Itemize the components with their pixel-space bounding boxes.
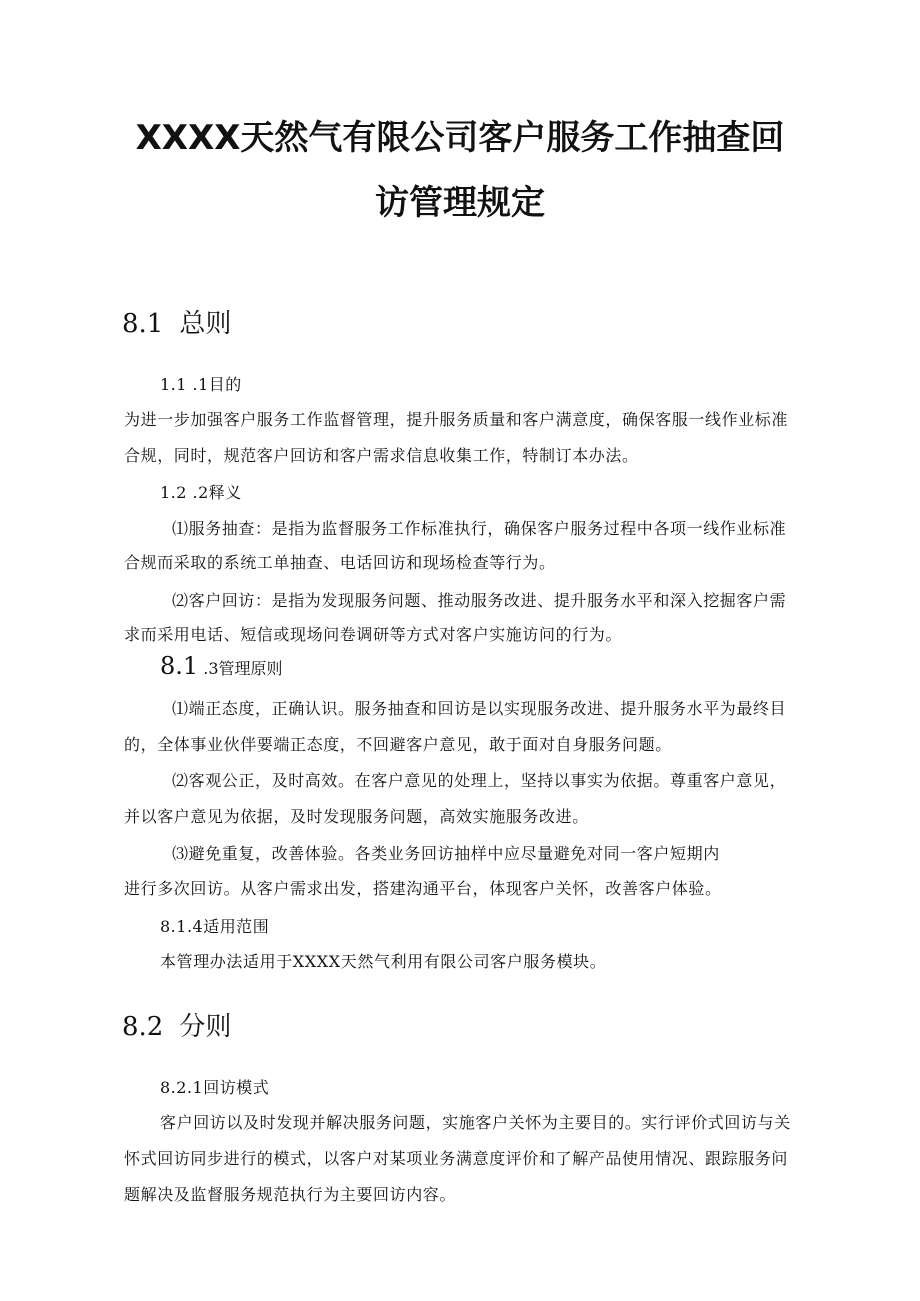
paragraph-definition-2-line-2: 求而采用电话、短信或现场问卷调研等方式对客户实施访问的行为。: [124, 625, 623, 644]
section-number: 8.2: [122, 1012, 164, 1042]
subheading-principles-number: 8.1: [160, 652, 199, 680]
section-label: 分则: [179, 1012, 232, 1042]
subheading-definitions: 1.2 .2释义: [160, 483, 242, 502]
subheading-principles-label: .3管理原则: [198, 659, 283, 678]
paragraph-scope: 本管理办法适用于XXXX天然气利用有限公司客户服务模块。: [160, 952, 607, 971]
paragraph-definition-1-line-2: 合规而采取的系统工单抽查、电话回访和现场检查等行为。: [124, 553, 556, 572]
section-heading-8-1: [122, 303, 231, 340]
paragraph-principle-3-line-1: ⑶避免重复，改善体验。各类业务回访抽样中应尽量避免对同一客户短期内: [172, 844, 720, 863]
paragraph-principle-1-line-2: 的，全体事业伙伴要端正态度，不回避客户意见，敢于面对自身服务问题。: [124, 735, 672, 754]
subheading-purpose: 1.1 .1目的: [160, 375, 242, 394]
paragraph-mode-line-1: 客户回访以及时发现并解决服务问题，实施客户关怀为主要目的。实行评价式回访与关: [160, 1113, 791, 1132]
paragraph-principle-2-line-1: ⑵客观公正，及时高效。在客户意见的处理上，坚持以事实为依据。尊重客户意见，: [172, 771, 787, 790]
paragraph-definition-2-line-1: ⑵客户回访：是指为发现服务问题、推动服务改进、提升服务水平和深入挖掘客户需: [172, 591, 787, 610]
section-label: 总则: [179, 309, 232, 339]
document-title-line-2: 访管理规定: [375, 183, 545, 223]
paragraph-definition-1-line-1: ⑴服务抽查：是指为监督服务工作标准执行，确保客户服务过程中各项一线作业标准: [172, 519, 787, 538]
section-number: 8.1: [122, 309, 164, 339]
paragraph-purpose-line-2: 合规，同时，规范客户回访和客户需求信息收集工作，特制订本办法。: [124, 446, 639, 465]
subheading-scope: 8.1.4适用范围: [160, 917, 270, 936]
paragraph-principle-2-line-2: 并以客户意见为依据，及时发现服务问题，高效实施服务改进。: [124, 807, 589, 826]
paragraph-principle-1-line-1: ⑴端正态度，正确认识。服务抽查和回访是以实现服务改进、提升服务水平为最终目: [172, 699, 787, 718]
paragraph-purpose-line-1: 为进一步加强客户服务工作监督管理，提升服务质量和客户满意度，确保客服一线作业标准: [124, 410, 789, 429]
paragraph-principle-3-line-2: 进行多次回访。从客户需求出发，搭建沟通平台，体现客户关怀，改善客户体验。: [124, 879, 722, 898]
subheading-return-visit-mode: 8.2.1回访模式: [160, 1078, 270, 1097]
paragraph-mode-line-2: 怀式回访同步进行的模式，以客户对某项业务满意度评价和了解产品使用情况、跟踪服务问: [124, 1149, 789, 1168]
document-title-line-1: XXXX天然气有限公司客户服务工作抽查回: [135, 118, 785, 158]
section-heading-8-2: [122, 1006, 231, 1043]
subheading-principles: [160, 652, 283, 680]
paragraph-mode-line-3: 题解决及监督服务规范执行为主要回访内容。: [124, 1185, 457, 1204]
